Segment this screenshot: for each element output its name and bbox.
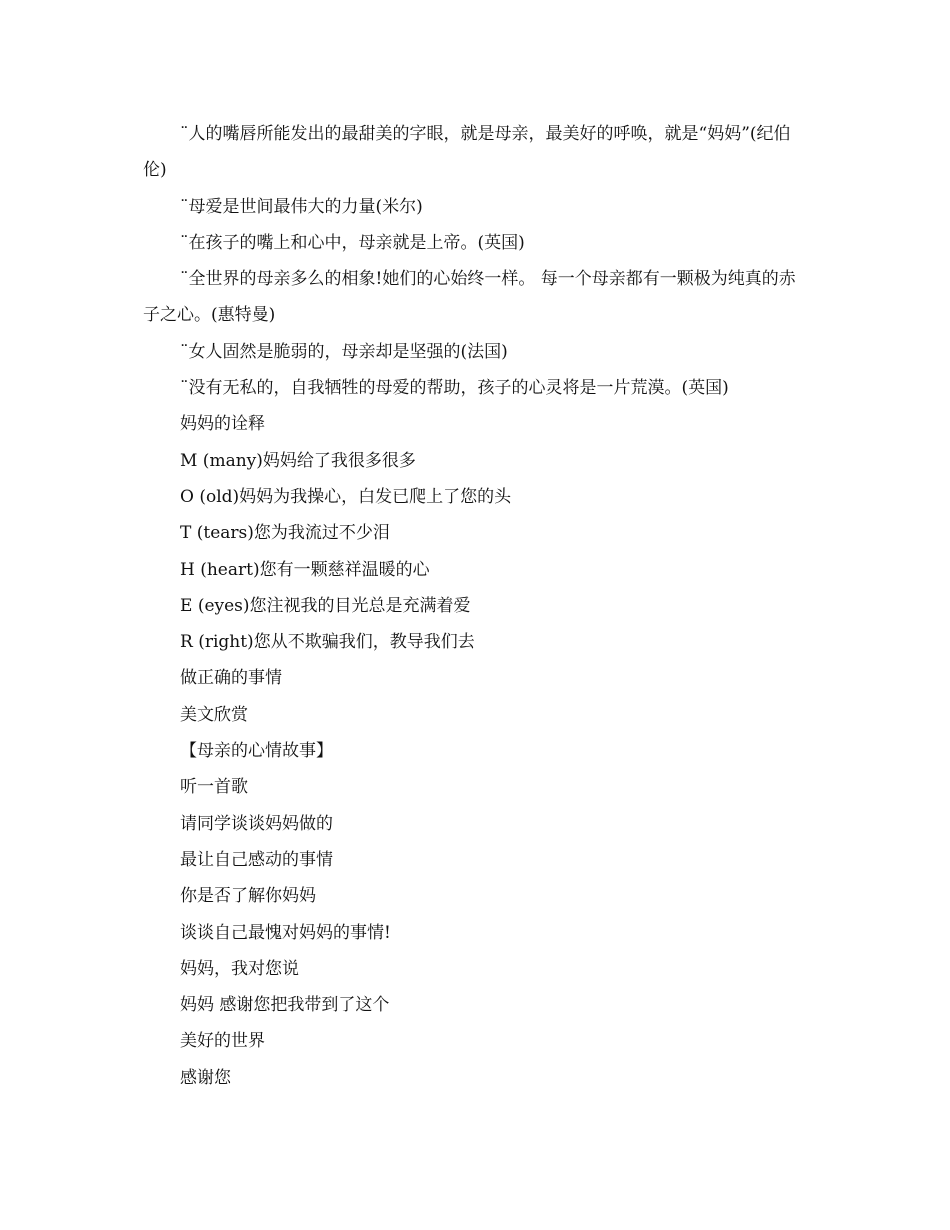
text-line: 感谢您 [180,1067,231,1088]
section-heading: 美文欣赏 [180,704,248,725]
quote-paragraph: ¨母爱是世间最伟大的力量(米尔) [180,196,423,217]
text-line: 妈妈 感谢您把我带到了这个 [180,995,390,1016]
quote-paragraph: ¨全世界的母亲多么的相象!她们的心始终一样。 每一个母亲都有一颗极为纯真的赤子之心。(惠特曼) [143,269,796,326]
text-line: R (right)您从不欺骗我们，教导我们去 [180,632,475,653]
text-line: 妈妈，我对您说 [180,958,299,979]
text-line: E (eyes)您注视我的目光总是充满着爱 [180,595,471,616]
text-line: M (many)妈妈给了我很多很多 [180,450,416,471]
section-heading: 【母亲的心情故事】 [180,741,333,762]
text-line: 听一首歌 [180,777,248,798]
text-line: 你是否了解你妈妈 [180,886,316,907]
quote-paragraph: ¨人的嘴唇所能发出的最甜美的字眼，就是母亲，最美好的呼唤，就是“妈妈”(纪伯伦) [143,124,791,181]
quote-paragraph: ¨女人固然是脆弱的，母亲却是坚强的(法国) [180,341,508,362]
text-line: H (heart)您有一颗慈祥温暖的心 [180,559,430,580]
text-line: 谈谈自己最愧对妈妈的事情! [180,922,391,943]
text-line: T (tears)您为我流过不少泪 [180,523,390,544]
quote-paragraph: ¨在孩子的嘴上和心中，母亲就是上帝。(英国) [180,232,525,253]
text-line: O (old)妈妈为我操心，白发已爬上了您的头 [180,486,512,507]
document-body [143,116,798,1096]
text-line: 美好的世界 [180,1031,265,1052]
section-heading: 妈妈的诠释 [180,414,265,435]
text-line: 做正确的事情 [180,668,282,689]
quote-paragraph: ¨没有无私的，自我牺牲的母爱的帮助，孩子的心灵将是一片荒漠。(英国) [180,378,729,399]
text-line: 最让自己感动的事情 [180,849,333,870]
text-line: 请同学谈谈妈妈做的 [180,813,333,834]
